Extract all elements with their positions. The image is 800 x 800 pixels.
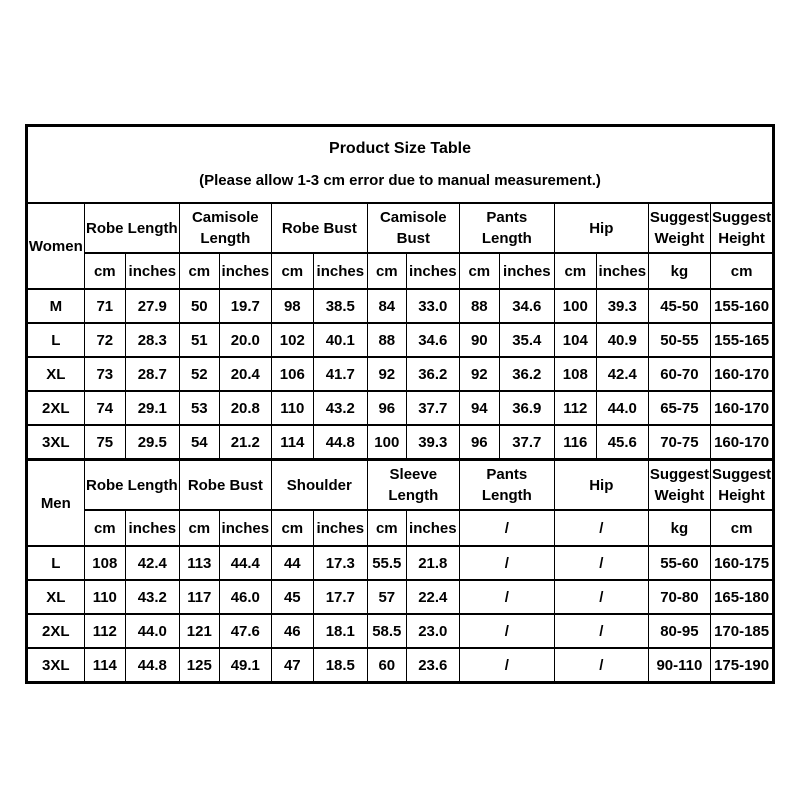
value-cell: 21.2 <box>219 425 271 460</box>
size-cell: M <box>26 289 84 323</box>
size-cell: 2XL <box>26 391 84 425</box>
women-size-row-xl <box>26 357 773 391</box>
unit-header: inches <box>219 510 271 546</box>
size-cell: 3XL <box>26 425 84 460</box>
title-note: (Please allow 1-3 cm error due to manual measurement.) <box>199 171 601 189</box>
size-cell: XL <box>26 357 84 391</box>
value-cell: 117 <box>179 580 219 614</box>
value-cell: 17.7 <box>313 580 367 614</box>
men-units-row <box>26 510 773 546</box>
value-cell: 53 <box>179 391 219 425</box>
title-row <box>26 126 773 204</box>
unit-header: inches <box>313 253 367 289</box>
column-header-suggest-height: Suggest Height <box>711 460 774 511</box>
value-cell-slash: / <box>459 614 554 648</box>
value-cell: 70-75 <box>648 425 710 460</box>
unit-header: inches <box>313 510 367 546</box>
size-cell: L <box>26 323 84 357</box>
women-units-row <box>26 253 773 289</box>
value-cell: 60 <box>367 648 406 683</box>
value-cell: 160-170 <box>711 391 774 425</box>
value-cell: 51 <box>179 323 219 357</box>
value-cell: 29.5 <box>125 425 179 460</box>
value-cell: 70-80 <box>648 580 710 614</box>
unit-header-slash: / <box>459 510 554 546</box>
value-cell: 38.5 <box>313 289 367 323</box>
column-header-robe-bust: Robe Bust <box>271 203 367 253</box>
value-cell: 39.3 <box>596 289 648 323</box>
value-cell: 36.2 <box>406 357 459 391</box>
value-cell: 21.8 <box>406 546 459 580</box>
value-cell: 170-185 <box>711 614 774 648</box>
value-cell: 45 <box>271 580 313 614</box>
value-cell: 114 <box>84 648 125 683</box>
column-header-shoulder: Shoulder <box>271 460 367 511</box>
value-cell: 58.5 <box>367 614 406 648</box>
value-cell: 37.7 <box>406 391 459 425</box>
unit-header: cm <box>367 510 406 546</box>
value-cell-slash: / <box>459 580 554 614</box>
value-cell: 74 <box>84 391 125 425</box>
unit-header-slash: / <box>554 510 648 546</box>
value-cell: 90-110 <box>648 648 710 683</box>
unit-header: cm <box>459 253 499 289</box>
value-cell: 43.2 <box>313 391 367 425</box>
size-table <box>25 124 775 684</box>
section-label-men: Men <box>26 460 84 547</box>
value-cell: 60-70 <box>648 357 710 391</box>
value-cell: 36.9 <box>499 391 554 425</box>
value-cell: 42.4 <box>596 357 648 391</box>
column-header-sleeve-length: Sleeve Length <box>367 460 459 511</box>
men-size-row-xl <box>26 580 773 614</box>
column-header-hip: Hip <box>554 203 648 253</box>
value-cell-slash: / <box>554 580 648 614</box>
unit-header: cm <box>179 510 219 546</box>
value-cell: 44 <box>271 546 313 580</box>
value-cell: 160-170 <box>711 425 774 460</box>
value-cell: 65-75 <box>648 391 710 425</box>
value-cell: 27.9 <box>125 289 179 323</box>
value-cell: 22.4 <box>406 580 459 614</box>
value-cell: 116 <box>554 425 596 460</box>
value-cell: 47.6 <box>219 614 271 648</box>
value-cell: 88 <box>367 323 406 357</box>
value-cell: 125 <box>179 648 219 683</box>
table-title <box>29 138 771 190</box>
value-cell: 165-180 <box>711 580 774 614</box>
value-cell: 44.0 <box>125 614 179 648</box>
value-cell-slash: / <box>459 546 554 580</box>
title-text: Product Size Table <box>329 140 471 158</box>
value-cell: 112 <box>554 391 596 425</box>
unit-header: inches <box>125 510 179 546</box>
value-cell: 29.1 <box>125 391 179 425</box>
column-header-pants-length: Pants Length <box>459 203 554 253</box>
unit-header: cm <box>554 253 596 289</box>
value-cell: 41.7 <box>313 357 367 391</box>
value-cell: 40.1 <box>313 323 367 357</box>
value-cell: 114 <box>271 425 313 460</box>
value-cell: 80-95 <box>648 614 710 648</box>
value-cell: 18.1 <box>313 614 367 648</box>
unit-header: cm <box>84 510 125 546</box>
value-cell: 73 <box>84 357 125 391</box>
value-cell: 54 <box>179 425 219 460</box>
unit-header: inches <box>125 253 179 289</box>
value-cell: 44.0 <box>596 391 648 425</box>
value-cell: 110 <box>271 391 313 425</box>
value-cell: 160-170 <box>711 357 774 391</box>
value-cell: 50-55 <box>648 323 710 357</box>
size-cell: 3XL <box>26 648 84 683</box>
value-cell: 45.6 <box>596 425 648 460</box>
value-cell: 55.5 <box>367 546 406 580</box>
value-cell: 44.4 <box>219 546 271 580</box>
unit-header: inches <box>406 253 459 289</box>
value-cell: 100 <box>554 289 596 323</box>
value-cell: 108 <box>84 546 125 580</box>
value-cell: 39.3 <box>406 425 459 460</box>
women-size-row-2xl <box>26 391 773 425</box>
men-size-row-l <box>26 546 773 580</box>
men-size-row-2xl <box>26 614 773 648</box>
value-cell: 92 <box>459 357 499 391</box>
value-cell: 43.2 <box>125 580 179 614</box>
unit-header: cm <box>179 253 219 289</box>
value-cell: 175-190 <box>711 648 774 683</box>
value-cell: 37.7 <box>499 425 554 460</box>
value-cell: 88 <box>459 289 499 323</box>
value-cell: 33.0 <box>406 289 459 323</box>
unit-header: kg <box>648 510 710 546</box>
unit-header: cm <box>367 253 406 289</box>
women-header-row <box>26 203 773 253</box>
table-title-cell <box>26 126 773 204</box>
column-header-robe-bust: Robe Bust <box>179 460 271 511</box>
column-header-camisole-bust: Camisole Bust <box>367 203 459 253</box>
column-header-hip: Hip <box>554 460 648 511</box>
column-header-suggest-weight: Suggest Weight <box>648 460 710 511</box>
value-cell: 28.7 <box>125 357 179 391</box>
value-cell: 49.1 <box>219 648 271 683</box>
unit-header: kg <box>648 253 710 289</box>
value-cell: 52 <box>179 357 219 391</box>
value-cell: 71 <box>84 289 125 323</box>
value-cell: 42.4 <box>125 546 179 580</box>
value-cell: 100 <box>367 425 406 460</box>
value-cell: 96 <box>459 425 499 460</box>
unit-header: inches <box>219 253 271 289</box>
value-cell: 121 <box>179 614 219 648</box>
women-size-row-3xl <box>26 425 773 460</box>
value-cell: 55-60 <box>648 546 710 580</box>
value-cell: 84 <box>367 289 406 323</box>
value-cell: 106 <box>271 357 313 391</box>
value-cell: 92 <box>367 357 406 391</box>
unit-header: cm <box>711 253 774 289</box>
column-header-suggest-weight: Suggest Weight <box>648 203 710 253</box>
value-cell: 35.4 <box>499 323 554 357</box>
value-cell: 90 <box>459 323 499 357</box>
value-cell: 23.6 <box>406 648 459 683</box>
unit-header: inches <box>406 510 459 546</box>
value-cell: 19.7 <box>219 289 271 323</box>
size-cell: 2XL <box>26 614 84 648</box>
value-cell: 34.6 <box>406 323 459 357</box>
men-size-row-3xl <box>26 648 773 683</box>
value-cell: 98 <box>271 289 313 323</box>
value-cell: 18.5 <box>313 648 367 683</box>
value-cell: 160-175 <box>711 546 774 580</box>
value-cell: 112 <box>84 614 125 648</box>
unit-header: inches <box>596 253 648 289</box>
value-cell: 45-50 <box>648 289 710 323</box>
unit-header: cm <box>271 253 313 289</box>
value-cell: 50 <box>179 289 219 323</box>
value-cell: 28.3 <box>125 323 179 357</box>
value-cell: 57 <box>367 580 406 614</box>
value-cell: 94 <box>459 391 499 425</box>
unit-header: inches <box>499 253 554 289</box>
value-cell: 108 <box>554 357 596 391</box>
value-cell: 155-160 <box>711 289 774 323</box>
value-cell: 20.4 <box>219 357 271 391</box>
value-cell: 155-165 <box>711 323 774 357</box>
value-cell: 104 <box>554 323 596 357</box>
value-cell: 47 <box>271 648 313 683</box>
column-header-pants-length: Pants Length <box>459 460 554 511</box>
value-cell: 96 <box>367 391 406 425</box>
value-cell: 72 <box>84 323 125 357</box>
value-cell: 113 <box>179 546 219 580</box>
value-cell: 75 <box>84 425 125 460</box>
size-cell: XL <box>26 580 84 614</box>
column-header-camisole-length: Camisole Length <box>179 203 271 253</box>
women-size-row-l <box>26 323 773 357</box>
value-cell: 20.0 <box>219 323 271 357</box>
women-size-row-m <box>26 289 773 323</box>
value-cell-slash: / <box>554 648 648 683</box>
value-cell: 17.3 <box>313 546 367 580</box>
value-cell: 46.0 <box>219 580 271 614</box>
value-cell-slash: / <box>554 546 648 580</box>
column-header-suggest-height: Suggest Height <box>711 203 774 253</box>
value-cell: 44.8 <box>125 648 179 683</box>
value-cell: 46 <box>271 614 313 648</box>
unit-header: cm <box>711 510 774 546</box>
value-cell: 40.9 <box>596 323 648 357</box>
value-cell: 36.2 <box>499 357 554 391</box>
column-header-robe-length: Robe Length <box>84 460 179 511</box>
value-cell: 34.6 <box>499 289 554 323</box>
unit-header: cm <box>271 510 313 546</box>
value-cell-slash: / <box>459 648 554 683</box>
column-header-robe-length: Robe Length <box>84 203 179 253</box>
value-cell-slash: / <box>554 614 648 648</box>
unit-header: cm <box>84 253 125 289</box>
size-cell: L <box>26 546 84 580</box>
value-cell: 20.8 <box>219 391 271 425</box>
value-cell: 23.0 <box>406 614 459 648</box>
value-cell: 102 <box>271 323 313 357</box>
section-label-women: Women <box>26 203 84 289</box>
value-cell: 44.8 <box>313 425 367 460</box>
men-header-row <box>26 460 773 511</box>
value-cell: 110 <box>84 580 125 614</box>
